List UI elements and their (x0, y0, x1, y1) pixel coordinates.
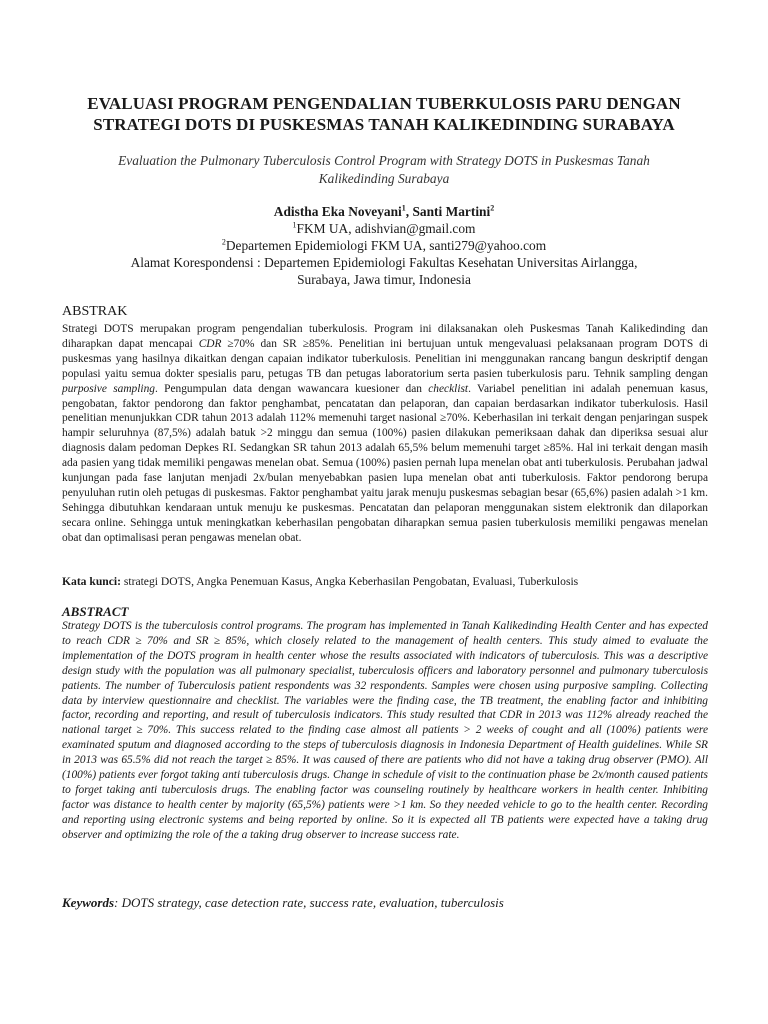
abstrak-body (62, 322, 708, 546)
title-line-2: STRATEGI DOTS DI PUSKESMAS TANAH KALIKEDINDING SURABAYA (93, 115, 675, 134)
kata-kunci (62, 575, 708, 588)
author-block (40, 203, 728, 288)
author-1: Adistha Eka Noveyani (273, 204, 402, 219)
kata-kunci-label: Kata kunci: (62, 575, 121, 588)
abstrak-heading: ABSTRAK (62, 304, 128, 319)
abstrak-text-1: Strategi DOTS merupakan program pengendalian tuberkulosis. Program ini dilaksanakan oleh Puskesmas Tanah Kalikedinding dan diharapkan dapat mencapai (62, 323, 708, 350)
affiliation-1-text: FKM UA, adishvian@gmail.com (296, 221, 476, 236)
author-1-sup: 1 (401, 203, 406, 213)
paper-title (40, 93, 728, 135)
abstrak-purposive: purposive sampling (62, 382, 155, 395)
author-2: Santi Martini (412, 204, 491, 219)
affiliation-2-sup: 2 (221, 237, 226, 247)
correspondence-line-2: Surabaya, Jawa timur, Indonesia (297, 272, 471, 287)
abstrak-text-4: . Variabel penelitian ini adalah penemuan kasus, pengobatan, faktor pendorong dan faktor penghambat, pencatatan dan pelaporan, dan capaian berdasarkan indikator tuberkulosis. Hasil penelitian menunjukkan CDR tahun 2013 adalah 112% memenuhi target nasional ≥70%. Keberhasilan ini terkait dengan penjaringan suspek hampir seluruhnya (87,5%) adalah batuk >2 minggu dan semua (100%) pasien dilakukan pemeriksaan dahak dan diperiksa sesuai alur diagnosis dalam pedoman Depkes RI. Sedangkan SR tahun 2013 adalah 65,5% belum memenuhi target ≥85%. Hal ini terkait dengan masih ada pasien yang tidak memiliki pengawas menelan obat. Semua (100%) pasien pernah lupa menelan obat anti tuberkulosis. Perubahan jadwal kunjungan pada fase lanjutan menjadi 2x/bulan menyebabkan pasien lupa menelan obat anti tuberkulosis. Faktor pendorong berupa penyuluhan rutin oleh petugas di puskesmas. Faktor penghambat yaitu jarak menuju puskesmas sebagian besar (65,6%) pasien adalah >1 km. Sehingga dibutuhkan kendaraan untuk menuju ke puskesmas. Pencatatan dan pelaporan menggunakan sistem elektronik dan dilaporkan secara online. Sehingga untuk meningkatkan keberhasilan pengobatan diharapkan semua pasien tuberkulosis memiliki pengawas menelan obat dan optimalisasi peran pengawas menelan obat. (62, 382, 708, 544)
keywords-text: : DOTS strategy, case detection rate, success rate, evaluation, tuberculosis (114, 895, 504, 910)
abstrak-checklist: checklist (428, 382, 469, 395)
author-2-sup: 2 (490, 203, 495, 213)
abstract-heading: ABSTRACT (62, 604, 129, 619)
abstrak-text-3: . Pengumpulan data dengan wawancara kuesioner dan (154, 382, 429, 395)
affiliation-2-text: Departemen Epidemiologi FKM UA, santi279@yahoo.com (225, 238, 547, 253)
affiliation-1-sup: 1 (292, 220, 297, 230)
keywords (62, 895, 708, 911)
kata-kunci-text: strategi DOTS, Angka Penemuan Kasus, Angka Keberhasilan Pengobatan, Evaluasi, Tuberkulosis (120, 575, 579, 588)
affiliation-2 (40, 237, 728, 254)
correspondence-line-1: Alamat Korespondensi : Departemen Epidemiologi Fakultas Kesehatan Universitas Airlangga, (130, 255, 638, 270)
author-separator: , (405, 204, 413, 219)
abstrak-text-2: ≥70% dan SR ≥85%. Penelitian ini bertujuan untuk mengevaluasi pelaksanaan program DOTS di puskesmas yang hasilnya dikaitkan dengan capaian indikator tuberkulosis. Penelitian ini menggunakan rancang bangun deskriptif dengan populasi yaitu semua dokter spesialis paru, petugas TB dan petugas laboratorium serta pasien tuberkulosis paru. Tehnik sampling dengan (62, 337, 708, 380)
author-names (40, 203, 728, 220)
title-line-1: EVALUASI PROGRAM PENGENDALIAN TUBERKULOSIS PARU DENGAN (87, 94, 681, 113)
abstrak-cdr: CDR (198, 337, 222, 350)
abstract-body: Strategy DOTS is the tuberculosis control programs. The program has implemented in Tanah Kalikedinding Health Center and has expected to reach CDR ≥ 70% and SR ≥ 85%, which closely related to the management of health centers. This study aimed to evaluate the implementation of the DOTS program in health center whose the results associated with indicators of tuberculosis. This was a descriptive design study with the population was all pulmonary specialist, tuberculosis officers and laboratory personnel and pulmonary tuberculosis patients. The number of Tuberculosis patient respondents was 32 respondents. Samples were chosen using purposive sampling. Collecting data by interview questionnaire and checklist. The variables were the finding case, the TB treatment, the enabling factor and inhibiting factor, recording and reporting, and result of tuberculosis indicators. This study resulted that CDR in 2013 was 112% already reached the national target ≥ 70%. This success related to the finding case almost all patients > 2 weeks of cought and all (100%) patients were examinated sputum and diagnosed according to the steps of tuberculosis diagnosis in Indonesia Department of Health guidelines. While SR in 2013 was 65.5% did not reach the target ≥ 85%. It was caused of there are patients who did not have a taking drug observer (PMO). All (100%) patients ever forgot taking anti tuberculosis drugs. Change in schedule of visit to the continuation phase be 2x/month caused patients to forget taking anti tuberculosis drugs. The enabling factor was counseling routinely by healthcare workers in health center. Inhibiting factor was distance to health center by majority (65,5%) patients were >1 km. So they needed vehicle to go to the health center. Recording and reporting using electronic systems and being reported by online. So it is expected all TB patients were expected have a taking drug observer and optimizing the role of the a taking drug observer to increase success rate. (62, 620, 708, 841)
keywords-label: Keywords (62, 895, 114, 910)
affiliation-1 (40, 220, 728, 237)
english-subtitle: Evaluation the Pulmonary Tuberculosis Control Program with Strategy DOTS in Puskesmas Tanah Kalikedinding Surabaya (118, 153, 650, 186)
